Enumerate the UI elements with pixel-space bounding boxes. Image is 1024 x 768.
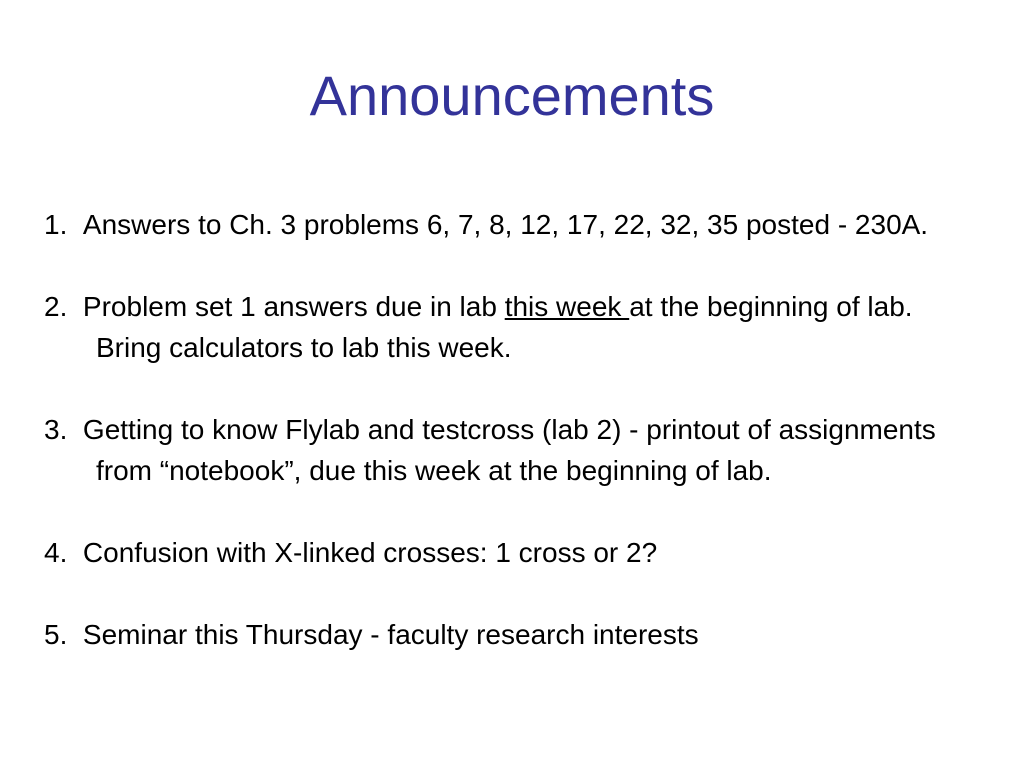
announcement-item-2 (44, 286, 984, 368)
item-text: Confusion with X-linked crosses: 1 cross or 2? (82, 537, 658, 568)
announcement-item-4 (44, 532, 984, 573)
announcement-item-3 (44, 409, 984, 491)
announcement-list (44, 204, 984, 655)
item-text-before: Problem set 1 answers due in lab (82, 291, 505, 322)
item-number: 2. (44, 291, 68, 322)
announcement-item-5 (44, 614, 984, 655)
slide-title: Announcements (309, 64, 715, 127)
item-text: Getting to know Flylab and testcross (lab 2) - printout of assignments from “notebook”, due this week at the beginning of lab. (82, 414, 936, 486)
item-text-after: at the beginning of lab. Bring calculators to lab this week. (96, 291, 913, 363)
item-text: Seminar this Thursday - faculty research interests (82, 619, 699, 650)
announcement-item-1 (44, 204, 984, 245)
item-number: 3. (44, 414, 68, 445)
item-text: Answers to Ch. 3 problems 6, 7, 8, 12, 17, 22, 32, 35 posted - 230A. (82, 209, 929, 240)
underlined-emphasis: this week (504, 291, 630, 322)
item-number: 5. (44, 619, 68, 650)
item-number: 1. (44, 209, 68, 240)
item-number: 4. (44, 537, 68, 568)
